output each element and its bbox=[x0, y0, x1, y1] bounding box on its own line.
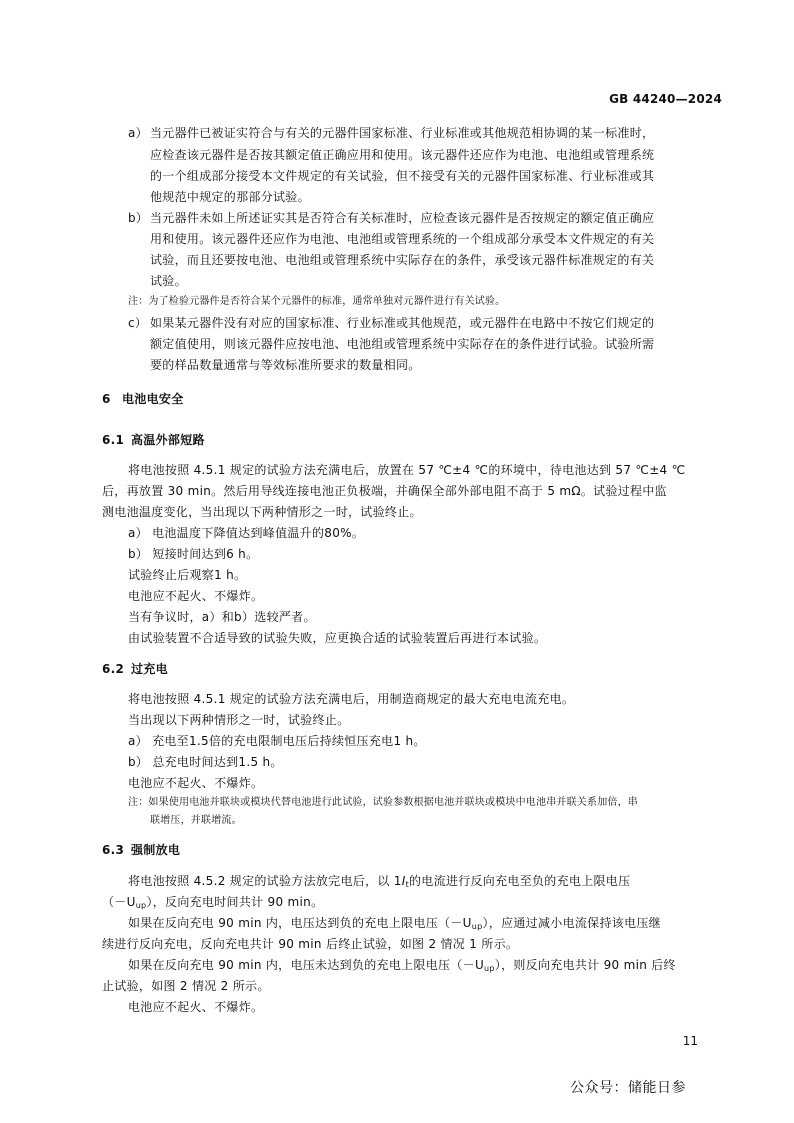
paragraph-line: 电池应不起火、不爆炸。 bbox=[128, 589, 264, 603]
page-number: 11 bbox=[682, 1034, 698, 1048]
section-6-number: 6 bbox=[102, 392, 111, 406]
paragraph-line: 止试验，如图 2 情况 2 所示。 bbox=[102, 979, 270, 993]
section-6-1-number: 6.1 bbox=[102, 433, 125, 447]
paragraph-line bbox=[102, 895, 323, 913]
paragraph-line: 当有争议时，a）和b）选较严者。 bbox=[128, 610, 316, 624]
paragraph-line: 续进行反向充电，反向充电共计 90 min 后终止试验，如图 2 情况 1 所示。 bbox=[102, 937, 519, 951]
section-6-2-number: 6.2 bbox=[102, 662, 125, 676]
clause-a-line: 当元器件已被证实符合与有关的元器件国家标准、行业标准或其他规范相协调的某一标准时， bbox=[150, 126, 655, 140]
standard-number: GB 44240—2024 bbox=[609, 92, 722, 106]
section-6-3-title: 强制放电 bbox=[131, 843, 181, 857]
subscript: up bbox=[135, 901, 147, 910]
section-6-2-title: 过充电 bbox=[131, 662, 168, 676]
paragraph-line bbox=[128, 916, 661, 934]
text-run: 的电流进行反向充电至负的充电上限电压 bbox=[409, 874, 631, 888]
text-run: 将电池按照 4.5.2 规定的试验方法放完电后，以 1 bbox=[128, 874, 402, 888]
note: 注：为了检验元器件是否符合某个元器件的标准，通常单独对元器件进行有关试验。 bbox=[128, 296, 506, 307]
watermark-caption: 公众号：储能日参 bbox=[570, 1080, 686, 1096]
clause-c-marker: c） bbox=[128, 316, 148, 330]
note: 注：如果使用电池并联块或模块代替电池进行此试验，试验参数根据电池并联块或模块中电池串并联关系加倍，串 bbox=[128, 797, 638, 808]
text-run: ），应通过减小电流保持该电压继 bbox=[482, 916, 661, 930]
list-item-b: b） 总充电时间达到1.5 h。 bbox=[128, 755, 283, 769]
paragraph-line bbox=[128, 958, 676, 976]
section-6-3-number: 6.3 bbox=[102, 843, 125, 857]
subscript: up bbox=[484, 964, 495, 973]
clause-b-line: 当元器件未如上所述证实其是否符合有关标准时，应检查该元器件是否按规定的额定值正确应 bbox=[150, 211, 655, 225]
paragraph-line: 测电池温度变化，当出现以下两种情形之一时，试验终止。 bbox=[102, 505, 422, 519]
section-6-1-title: 高温外部短路 bbox=[131, 433, 205, 447]
paragraph-line: 试验终止后观察1 h。 bbox=[128, 568, 247, 582]
clause-b-line: 用和使用。该元器件还应作为电池、电池组或管理系统的一个组成部分承受本文件规定的有关 bbox=[150, 232, 655, 246]
clause-b-marker: b） bbox=[128, 211, 149, 225]
clause-b-line: 试验，而且还要按电池、电池组或管理系统中实际存在的条件，承受该元器件标准规定的有关 bbox=[150, 253, 655, 267]
clause-a-marker: a） bbox=[128, 126, 148, 140]
clause-a-line: 应检查该元器件是否按其额定值正确应用和使用。该元器件还应作为电池、电池组或管理系统 bbox=[150, 148, 655, 162]
paragraph-line: 由试验装置不合适导致的试验失败，应更换合适的试验装置后再进行本试验。 bbox=[128, 631, 547, 645]
note: 联增压，并联增流。 bbox=[150, 815, 242, 826]
text-run: （－U bbox=[102, 895, 136, 909]
paragraph-line: 电池应不起火、不爆炸。 bbox=[128, 776, 264, 790]
clause-a-line: 他规范中规定的那部分试验。 bbox=[150, 190, 310, 204]
text-run: ），则反向充电共计 90 min 后终 bbox=[494, 958, 676, 972]
clause-c-line: 如果某元器件没有对应的国家标准、行业标准或其他规范，或元器件在电路中不按它们规定的 bbox=[150, 316, 655, 330]
clause-a-line: 的一个组成部分接受本文件规定的有关试验，但不接受有关的元器件国家标准、行业标准或其 bbox=[150, 169, 655, 183]
clause-b-line: 试验。 bbox=[150, 274, 187, 288]
subscript: up bbox=[471, 922, 483, 931]
clause-c-line: 额定值使用，则该元器件应按电池、电池组或管理系统中实际存在的条件进行试验。试验所需 bbox=[150, 337, 655, 351]
section-6-title: 电池电安全 bbox=[122, 392, 184, 406]
paragraph-line: 将电池按照 4.5.1 规定的试验方法充满电后，放置在 57 ℃±4 ℃的环境中，待电池达到 57 ℃±4 ℃ bbox=[128, 463, 686, 477]
text-run: ），反向充电时间共计 90 min。 bbox=[146, 895, 324, 909]
paragraph-line: 将电池按照 4.5.1 规定的试验方法充满电后，用制造商规定的最大充电电流充电。 bbox=[128, 692, 575, 706]
text-run: 如果在反向充电 90 min 内，电压达到负的充电上限电压（－U bbox=[128, 916, 472, 930]
text-run: 如果在反向充电 90 min 内，电压未达到负的充电上限电压（－U bbox=[128, 958, 485, 972]
list-item-b: b） 短接时间达到6 h。 bbox=[128, 547, 259, 561]
paragraph-line: 当出现以下两种情形之一时，试验终止。 bbox=[128, 713, 350, 727]
list-item-a: a） 电池温度下降值达到峰值温升的80%。 bbox=[128, 526, 365, 540]
list-item-a: a） 充电至1.5倍的充电限制电压后持续恒压充电1 h。 bbox=[128, 734, 426, 748]
current-symbol: I bbox=[401, 874, 406, 888]
clause-c-line: 要的样品数量通常与等效标准所要求的数量相同。 bbox=[150, 358, 421, 372]
paragraph-line: 后，再放置 30 min。然后用导线连接电池正负极端，并确保全部外部电阻不高于 5 mΩ。试验过程中监 bbox=[102, 484, 667, 498]
subscript: t bbox=[405, 880, 409, 889]
paragraph-line: 电池应不起火、不爆炸。 bbox=[128, 1000, 264, 1014]
paragraph-line bbox=[128, 874, 630, 892]
